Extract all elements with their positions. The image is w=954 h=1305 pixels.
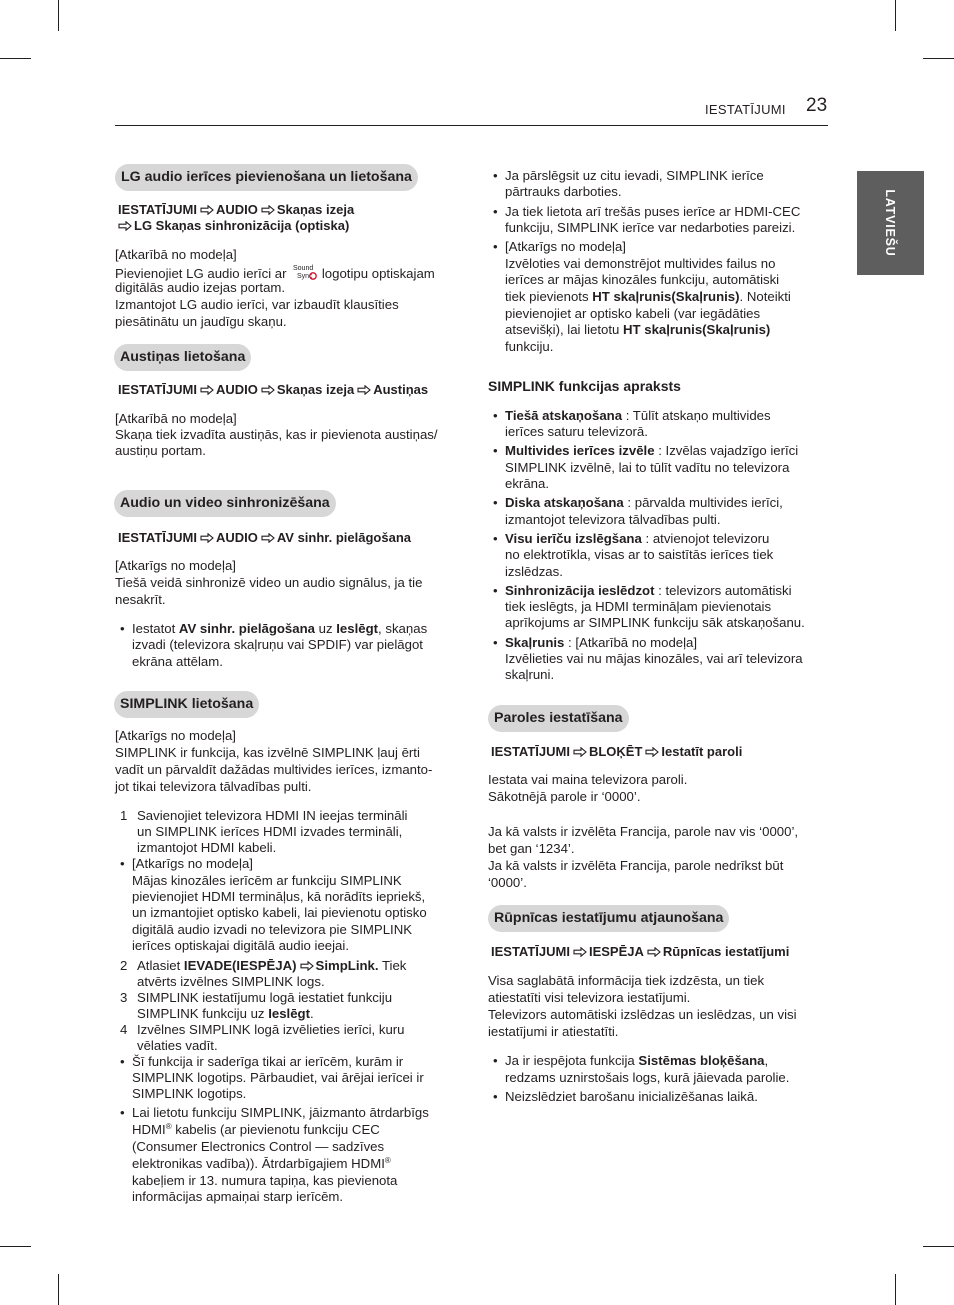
bullet-icon: • — [493, 1053, 498, 1068]
bullet-icon: • — [493, 1089, 498, 1104]
svg-text:Sync: Sync — [297, 273, 313, 280]
arrow-icon — [118, 221, 132, 231]
section-title-lg-audio: LG audio ierīces pievienošana un lietošana — [115, 164, 418, 191]
paragraph: Visa saglabātā informācija tiek izdzēsta, un tiek — [488, 973, 765, 988]
bullet-icon: • — [120, 1054, 125, 1069]
paragraph: piesātinātu un jaudīgu skaņu. — [115, 314, 287, 329]
crop-mark — [58, 0, 59, 31]
arrow-icon — [200, 533, 214, 543]
paragraph: [Atkarīgs no modeļa] — [115, 728, 236, 743]
menu-path: IESTATĪJUMI AUDIO AV sinhr. pielāgošana — [118, 530, 411, 545]
menu-path: IESTATĪJUMI AUDIO Skaņas izeja Austiņas — [118, 382, 429, 397]
paragraph: atiestatīti visi televizora iestatījumi. — [488, 990, 691, 1005]
path-item: LG Skaņas sinhronizācija (optiska) — [134, 218, 350, 233]
crop-mark — [895, 1274, 896, 1305]
paragraph: Ja kā valsts ir izvēlēta Francija, parole nedrīkst būt — [488, 858, 784, 873]
paragraph: iestatījumi ir atiestatīti. — [488, 1024, 619, 1039]
arrow-icon — [200, 385, 214, 395]
section-title-simplink: SIMPLINK lietošana — [114, 691, 259, 718]
bullet-icon: • — [493, 168, 498, 183]
paragraph: Tiešā veidā sinhronizē video un audio signālus, ja tie — [115, 575, 423, 590]
paragraph: ‘0000’. — [488, 875, 527, 890]
crop-mark — [58, 1274, 59, 1305]
paragraph: [Atkarībā no modeļa] — [115, 247, 237, 262]
paragraph: jot tikai televizora tālvadības pulti. — [115, 779, 312, 794]
bullet-icon: • — [493, 204, 498, 219]
crop-mark — [895, 0, 896, 31]
paragraph: Iestata vai maina televizora paroli. — [488, 772, 688, 787]
paragraph: SIMPLINK ir funkcija, kas izvēlnē SIMPLINK ļauj ērti — [115, 745, 420, 760]
path-item: IESTATĪJUMI — [118, 202, 197, 217]
arrow-icon — [261, 533, 275, 543]
paragraph: Ja kā valsts ir izvēlēta Francija, parole nav vis ‘0000’, — [488, 824, 799, 839]
paragraph: [Atkarībā no modeļa] — [115, 411, 237, 426]
paragraph: digitālās audio izejas portam. — [115, 280, 286, 295]
sound-sync-logo — [290, 263, 318, 281]
bullet-icon: • — [120, 856, 125, 871]
paragraph: [Atkarīgs no modeļa] — [115, 558, 236, 573]
section-title-headphones: Austiņas lietošana — [114, 344, 251, 371]
svg-text:Sound: Sound — [293, 265, 314, 272]
language-tab-label: LATVIEŠU — [883, 189, 898, 257]
paragraph: austiņu portam. — [115, 443, 206, 458]
paragraph: vadīt un pārvaldīt dažādas multivides ierīces, izmanto- — [115, 762, 433, 777]
bullet-icon: • — [493, 239, 498, 254]
paragraph: Pievienojiet LG audio ierīci ar Sound Sync logotipu optiskajam — [115, 265, 435, 281]
paragraph: Sākotnējā parole ir ‘0000’. — [488, 789, 641, 804]
bullet-icon: • — [493, 408, 498, 423]
language-tab — [857, 171, 924, 275]
paragraph: Skaņa tiek izvadīta austiņās, kas ir pievienota austiņas/ — [115, 427, 438, 442]
page-number: 23 — [806, 95, 828, 116]
arrow-icon — [573, 947, 587, 957]
crop-mark — [923, 1246, 954, 1247]
arrow-icon — [357, 385, 371, 395]
arrow-icon — [647, 947, 661, 957]
paragraph: Izmantojot LG audio ierīci, var izbaudīt klausīties — [115, 297, 399, 312]
bullet-icon: • — [493, 583, 498, 598]
bullet-icon: • — [120, 621, 125, 636]
bullet-icon: • — [493, 635, 498, 650]
path-item: AUDIO — [215, 202, 258, 217]
menu-path: IESTATĪJUMI BLOĶĒT Iestatīt paroli — [491, 744, 743, 759]
bullet-icon: • — [493, 531, 498, 546]
paragraph: Televizors automātiski izslēdzas un ieslēdzas, un visi — [488, 1007, 797, 1022]
crop-mark — [923, 58, 954, 59]
crop-mark — [0, 1246, 31, 1247]
arrow-icon — [645, 747, 659, 757]
bullet-icon: • — [493, 443, 498, 458]
paragraph: nesakrīt. — [115, 592, 166, 607]
header-rule — [115, 125, 828, 126]
section-title-av-sync: Audio un video sinhronizēšana — [114, 490, 336, 517]
menu-path — [118, 202, 354, 219]
bullet-icon: • — [120, 1105, 125, 1120]
arrow-icon — [261, 205, 275, 215]
arrow-icon — [300, 961, 314, 971]
arrow-icon — [573, 747, 587, 757]
section-title-password: Paroles iestatīšana — [488, 705, 629, 732]
menu-path-continued — [115, 218, 349, 235]
path-item: Skaņas izeja — [276, 202, 355, 217]
arrow-icon — [261, 385, 275, 395]
section-title-factory-reset: Rūpnīcas iestatījumu atjaunošana — [488, 905, 729, 932]
bullet-icon: • — [493, 495, 498, 510]
subheading-simplink-functions: SIMPLINK funkcijas apraksts — [488, 378, 681, 394]
arrow-icon — [200, 205, 214, 215]
running-header: IESTATĪJUMI — [705, 102, 786, 117]
crop-mark — [0, 58, 31, 59]
menu-path: IESTATĪJUMI IESPĒJA Rūpnīcas iestatījumi — [491, 944, 790, 959]
paragraph: bet gan ‘1234’. — [488, 841, 575, 856]
